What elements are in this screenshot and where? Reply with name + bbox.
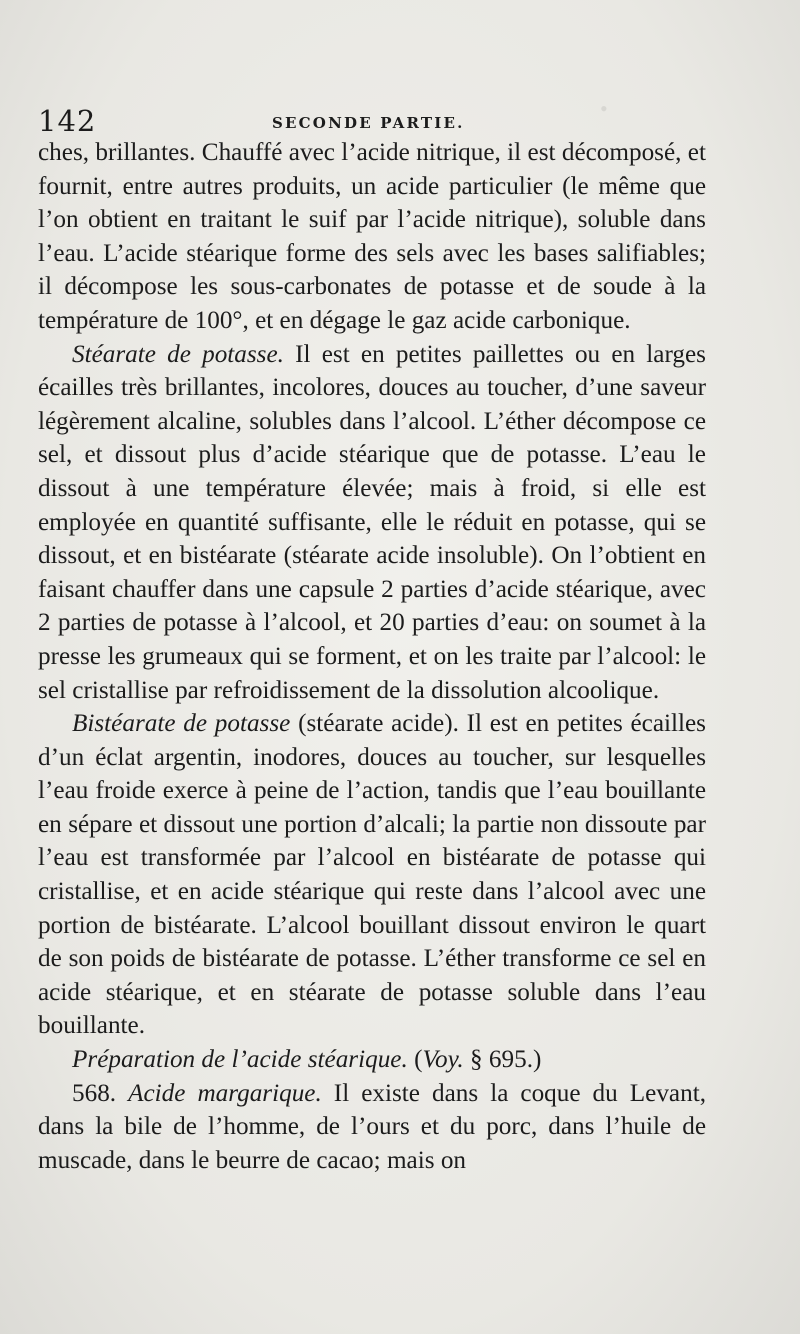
section-heading: Bistéarate de potasse [72,710,291,738]
paragraph-preparation [38,1043,706,1077]
paragraph-acide-margarique [38,1077,706,1178]
section-heading: Préparation de l’acide stéarique. [72,1046,408,1074]
running-title: SECONDE PARTIE. [272,114,465,132]
paragraph-bistearate-de-potasse [38,707,706,1043]
bleed-through-shadow: • [600,96,608,121]
article-number: 568. [72,1079,129,1107]
cross-reference: Voy. [422,1046,464,1074]
body-text [38,136,706,1177]
text-run: Il est en petites paillettes ou en larges écailles très brillantes, incolores, douces au toucher, d’une saveur légèrement alcaline, solubles dans l’alcool. L’éther décompose ce sel, et dissout plus d’acide stéarique que de potasse. L’eau le dissout à une température élevée; mais à froid, si elle est employée en quantité suffisante, elle le réduit en potasse, qui se dissout, et en bistéarate (stéarate acide insoluble). On l’obtient en faisant chauffer dans une capsule 2 parties d’acide stéarique, avec 2 parties de potasse à l’alcool, et 20 parties d’eau: on soumet à la presse les grumeaux qui se forment, et on les traite par l’alcool: le sel cristallise par refroidissement de la dissolution alcoolique. [38,340,706,704]
text-run: § 695.) [463,1046,542,1074]
page-header [38,104,704,138]
text-run: (stéarate acide). Il est en petites écailles d’un éclat argentin, inodores, douces au toucher, sur lesquelles l’eau froide exerce à peine de l’action, tandis que l’eau bouillante en sépare et dissout une portion d’alcali; la partie non dissoute par l’eau est transformée par l’alcool en bistéarate de potasse qui cristallise, et en acide stéarique qui reste dans l’alcool avec une portion de bistéarate. L’alcool bouillant dissout environ le quart de son poids de bistéarate de potasse. L’éther transforme ce sel en acide stéarique, et en stéarate de potasse soluble dans l’eau bouillante. [38,710,706,1040]
text-run: ches, brillantes. Chauffé avec l’acide nitrique, il est décomposé, et fournit, entre autres produits, un acide particulier (le même que l’on obtient en traitant le suif par l’acide nitrique), soluble dans l’eau. L’acide stéarique forme des sels avec les bases salifiables; il décompose les sous-carbonates de potasse et de soude à la température de 100°, et en dégage le gaz acide carbonique. [38,139,706,334]
page-number: 142 [38,104,97,138]
paragraph-continuation [38,136,706,338]
text-run: Il existe dans la coque du Levant, dans la bile de l’homme, de l’ours et du porc, dans l’huile de muscade, dans le beurre de cacao; mais on [38,1079,706,1174]
section-heading: Acide margarique. [128,1079,322,1107]
text-run: ( [407,1046,423,1074]
paragraph-stearate-de-potasse [38,338,706,708]
section-heading: Stéarate de potasse. [72,340,284,368]
